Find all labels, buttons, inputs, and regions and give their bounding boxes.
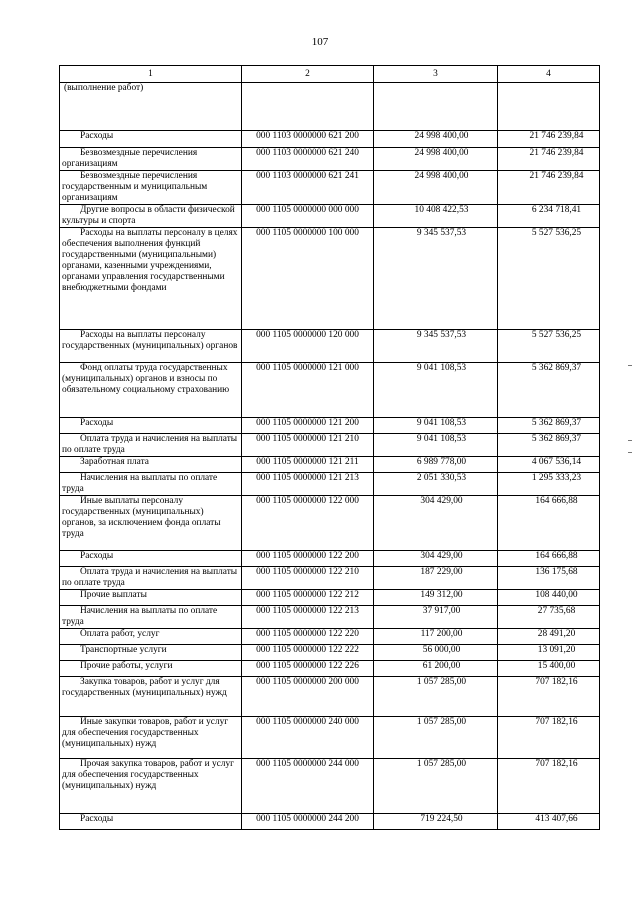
table-row [60, 148, 600, 171]
row-fact-amount: 21 746 239,84 [498, 148, 600, 171]
row-code: 000 1105 0000000 240 000 [242, 717, 374, 759]
table-row [60, 814, 600, 830]
row-name: Транспортные услуги [60, 645, 242, 661]
row-plan-amount: 1 057 285,00 [374, 759, 498, 814]
row-code: 000 1105 0000000 121 210 [242, 434, 374, 457]
row-plan-amount [374, 83, 498, 131]
row-code: 000 1103 0000000 621 240 [242, 148, 374, 171]
row-fact-amount: 136 175,68 [498, 567, 600, 590]
scan-mark [628, 365, 632, 366]
row-name: Прочие выплаты [60, 590, 242, 606]
row-fact-amount: 5 527 536,25 [498, 330, 600, 363]
row-name: Безвозмездные перечисления организациям [60, 148, 242, 171]
row-code: 000 1105 0000000 121 211 [242, 457, 374, 473]
row-code: 000 1105 0000000 122 200 [242, 551, 374, 567]
table-row [60, 83, 600, 131]
row-plan-amount: 24 998 400,00 [374, 131, 498, 148]
table-row [60, 205, 600, 228]
row-code: 000 1105 0000000 100 000 [242, 228, 374, 330]
table-row [60, 171, 600, 205]
row-name: Иные закупки товаров, работ и услуг для обеспечения государственных (муниципальных) нужд [60, 717, 242, 759]
row-code: 000 1105 0000000 121 000 [242, 363, 374, 418]
row-fact-amount: 707 182,16 [498, 677, 600, 717]
row-name: Оплата работ, услуг [60, 629, 242, 645]
row-plan-amount: 10 408 422,53 [374, 205, 498, 228]
table-row [60, 418, 600, 434]
row-name: Начисления на выплаты по оплате труда [60, 606, 242, 629]
row-fact-amount: 21 746 239,84 [498, 171, 600, 205]
row-name: Расходы [60, 814, 242, 830]
row-code: 000 1105 0000000 120 000 [242, 330, 374, 363]
table-row [60, 759, 600, 814]
row-fact-amount: 5 362 869,37 [498, 434, 600, 457]
row-code: 000 1105 0000000 122 212 [242, 590, 374, 606]
row-code: 000 1105 0000000 121 213 [242, 473, 374, 496]
row-plan-amount: 6 989 778,00 [374, 457, 498, 473]
row-plan-amount: 719 224,50 [374, 814, 498, 830]
table-row [60, 661, 600, 677]
header-row [60, 66, 600, 83]
table-row [60, 228, 600, 330]
row-name: Оплата труда и начисления на выплаты по оплате труда [60, 567, 242, 590]
row-code: 000 1105 0000000 122 220 [242, 629, 374, 645]
header-col-4: 4 [498, 66, 600, 83]
row-name: Другие вопросы в области физической культуры и спорта [60, 205, 242, 228]
row-name: Расходы [60, 551, 242, 567]
row-fact-amount: 707 182,16 [498, 717, 600, 759]
row-fact-amount: 27 735,68 [498, 606, 600, 629]
row-code [242, 83, 374, 131]
row-plan-amount: 61 200,00 [374, 661, 498, 677]
table-row [60, 606, 600, 629]
row-fact-amount: 1 295 333,23 [498, 473, 600, 496]
row-code: 000 1105 0000000 000 000 [242, 205, 374, 228]
row-fact-amount: 28 491,20 [498, 629, 600, 645]
row-fact-amount: 164 666,88 [498, 551, 600, 567]
row-name: (выполнение работ) [60, 83, 242, 131]
row-code: 000 1105 0000000 121 200 [242, 418, 374, 434]
row-fact-amount: 164 666,88 [498, 496, 600, 551]
row-plan-amount: 117 200,00 [374, 629, 498, 645]
row-name: Прочие работы, услуги [60, 661, 242, 677]
table-row [60, 330, 600, 363]
row-fact-amount: 4 067 536,14 [498, 457, 600, 473]
row-code: 000 1105 0000000 200 000 [242, 677, 374, 717]
table-row [60, 363, 600, 418]
row-name: Оплата труда и начисления на выплаты по оплате труда [60, 434, 242, 457]
row-plan-amount: 1 057 285,00 [374, 717, 498, 759]
header-col-3: 3 [374, 66, 498, 83]
row-plan-amount: 1 057 285,00 [374, 677, 498, 717]
header-col-2: 2 [242, 66, 374, 83]
row-name: Прочая закупка товаров, работ и услуг для обеспечения государственных (муниципальных) нужд [60, 759, 242, 814]
table-row [60, 434, 600, 457]
row-fact-amount: 707 182,16 [498, 759, 600, 814]
row-fact-amount: 6 234 718,41 [498, 205, 600, 228]
budget-execution-table [59, 65, 600, 830]
row-code: 000 1105 0000000 122 226 [242, 661, 374, 677]
table-row [60, 677, 600, 717]
row-name: Фонд оплаты труда государственных (муниципальных) органов и взносы по обязательному социальному страхованию [60, 363, 242, 418]
row-fact-amount: 21 746 239,84 [498, 131, 600, 148]
row-plan-amount: 56 000,00 [374, 645, 498, 661]
row-plan-amount: 9 041 108,53 [374, 418, 498, 434]
row-plan-amount: 9 041 108,53 [374, 363, 498, 418]
row-plan-amount: 304 429,00 [374, 551, 498, 567]
row-name: Расходы на выплаты персоналу в целях обеспечения выполнения функций государственными (муниципальными) органами, казенными учреждениями, органами управления государственными внебюджетными фондами [60, 228, 242, 330]
row-fact-amount: 13 091,20 [498, 645, 600, 661]
table-row [60, 717, 600, 759]
row-name: Безвозмездные перечисления государственным и муниципальным организациям [60, 171, 242, 205]
row-code: 000 1105 0000000 122 000 [242, 496, 374, 551]
row-name: Начисления на выплаты по оплате труда [60, 473, 242, 496]
table-row [60, 567, 600, 590]
table-row [60, 496, 600, 551]
row-plan-amount: 9 041 108,53 [374, 434, 498, 457]
row-code: 000 1103 0000000 621 200 [242, 131, 374, 148]
row-fact-amount: 15 400,00 [498, 661, 600, 677]
row-code: 000 1105 0000000 122 213 [242, 606, 374, 629]
row-code: 000 1105 0000000 244 000 [242, 759, 374, 814]
row-plan-amount: 304 429,00 [374, 496, 498, 551]
row-name: Расходы [60, 131, 242, 148]
row-plan-amount: 2 051 330,53 [374, 473, 498, 496]
row-fact-amount: 5 527 536,25 [498, 228, 600, 330]
row-fact-amount: 413 407,66 [498, 814, 600, 830]
table-row [60, 645, 600, 661]
row-fact-amount [498, 83, 600, 131]
row-name: Расходы на выплаты персоналу государственных (муниципальных) органов [60, 330, 242, 363]
row-plan-amount: 24 998 400,00 [374, 148, 498, 171]
row-plan-amount: 149 312,00 [374, 590, 498, 606]
scan-mark [628, 440, 632, 441]
row-code: 000 1105 0000000 122 210 [242, 567, 374, 590]
row-name: Заработная плата [60, 457, 242, 473]
header-col-1: 1 [60, 66, 242, 83]
row-fact-amount: 5 362 869,37 [498, 363, 600, 418]
row-plan-amount: 9 345 537,53 [374, 228, 498, 330]
table-row [60, 131, 600, 148]
row-plan-amount: 187 229,00 [374, 567, 498, 590]
row-name: Закупка товаров, работ и услуг для государственных (муниципальных) нужд [60, 677, 242, 717]
row-name: Иные выплаты персоналу государственных (муниципальных) органов, за исключением фонда оплаты труда [60, 496, 242, 551]
table-row [60, 473, 600, 496]
row-name: Расходы [60, 418, 242, 434]
table-row [60, 629, 600, 645]
row-fact-amount: 5 362 869,37 [498, 418, 600, 434]
row-plan-amount: 9 345 537,53 [374, 330, 498, 363]
row-code: 000 1105 0000000 244 200 [242, 814, 374, 830]
row-code: 000 1105 0000000 122 222 [242, 645, 374, 661]
table-row [60, 590, 600, 606]
table-row [60, 551, 600, 567]
row-plan-amount: 24 998 400,00 [374, 171, 498, 205]
row-fact-amount: 108 440,00 [498, 590, 600, 606]
table-row [60, 457, 600, 473]
row-plan-amount: 37 917,00 [374, 606, 498, 629]
scan-mark [628, 452, 632, 453]
page-number: 107 [311, 36, 329, 48]
row-code: 000 1103 0000000 621 241 [242, 171, 374, 205]
